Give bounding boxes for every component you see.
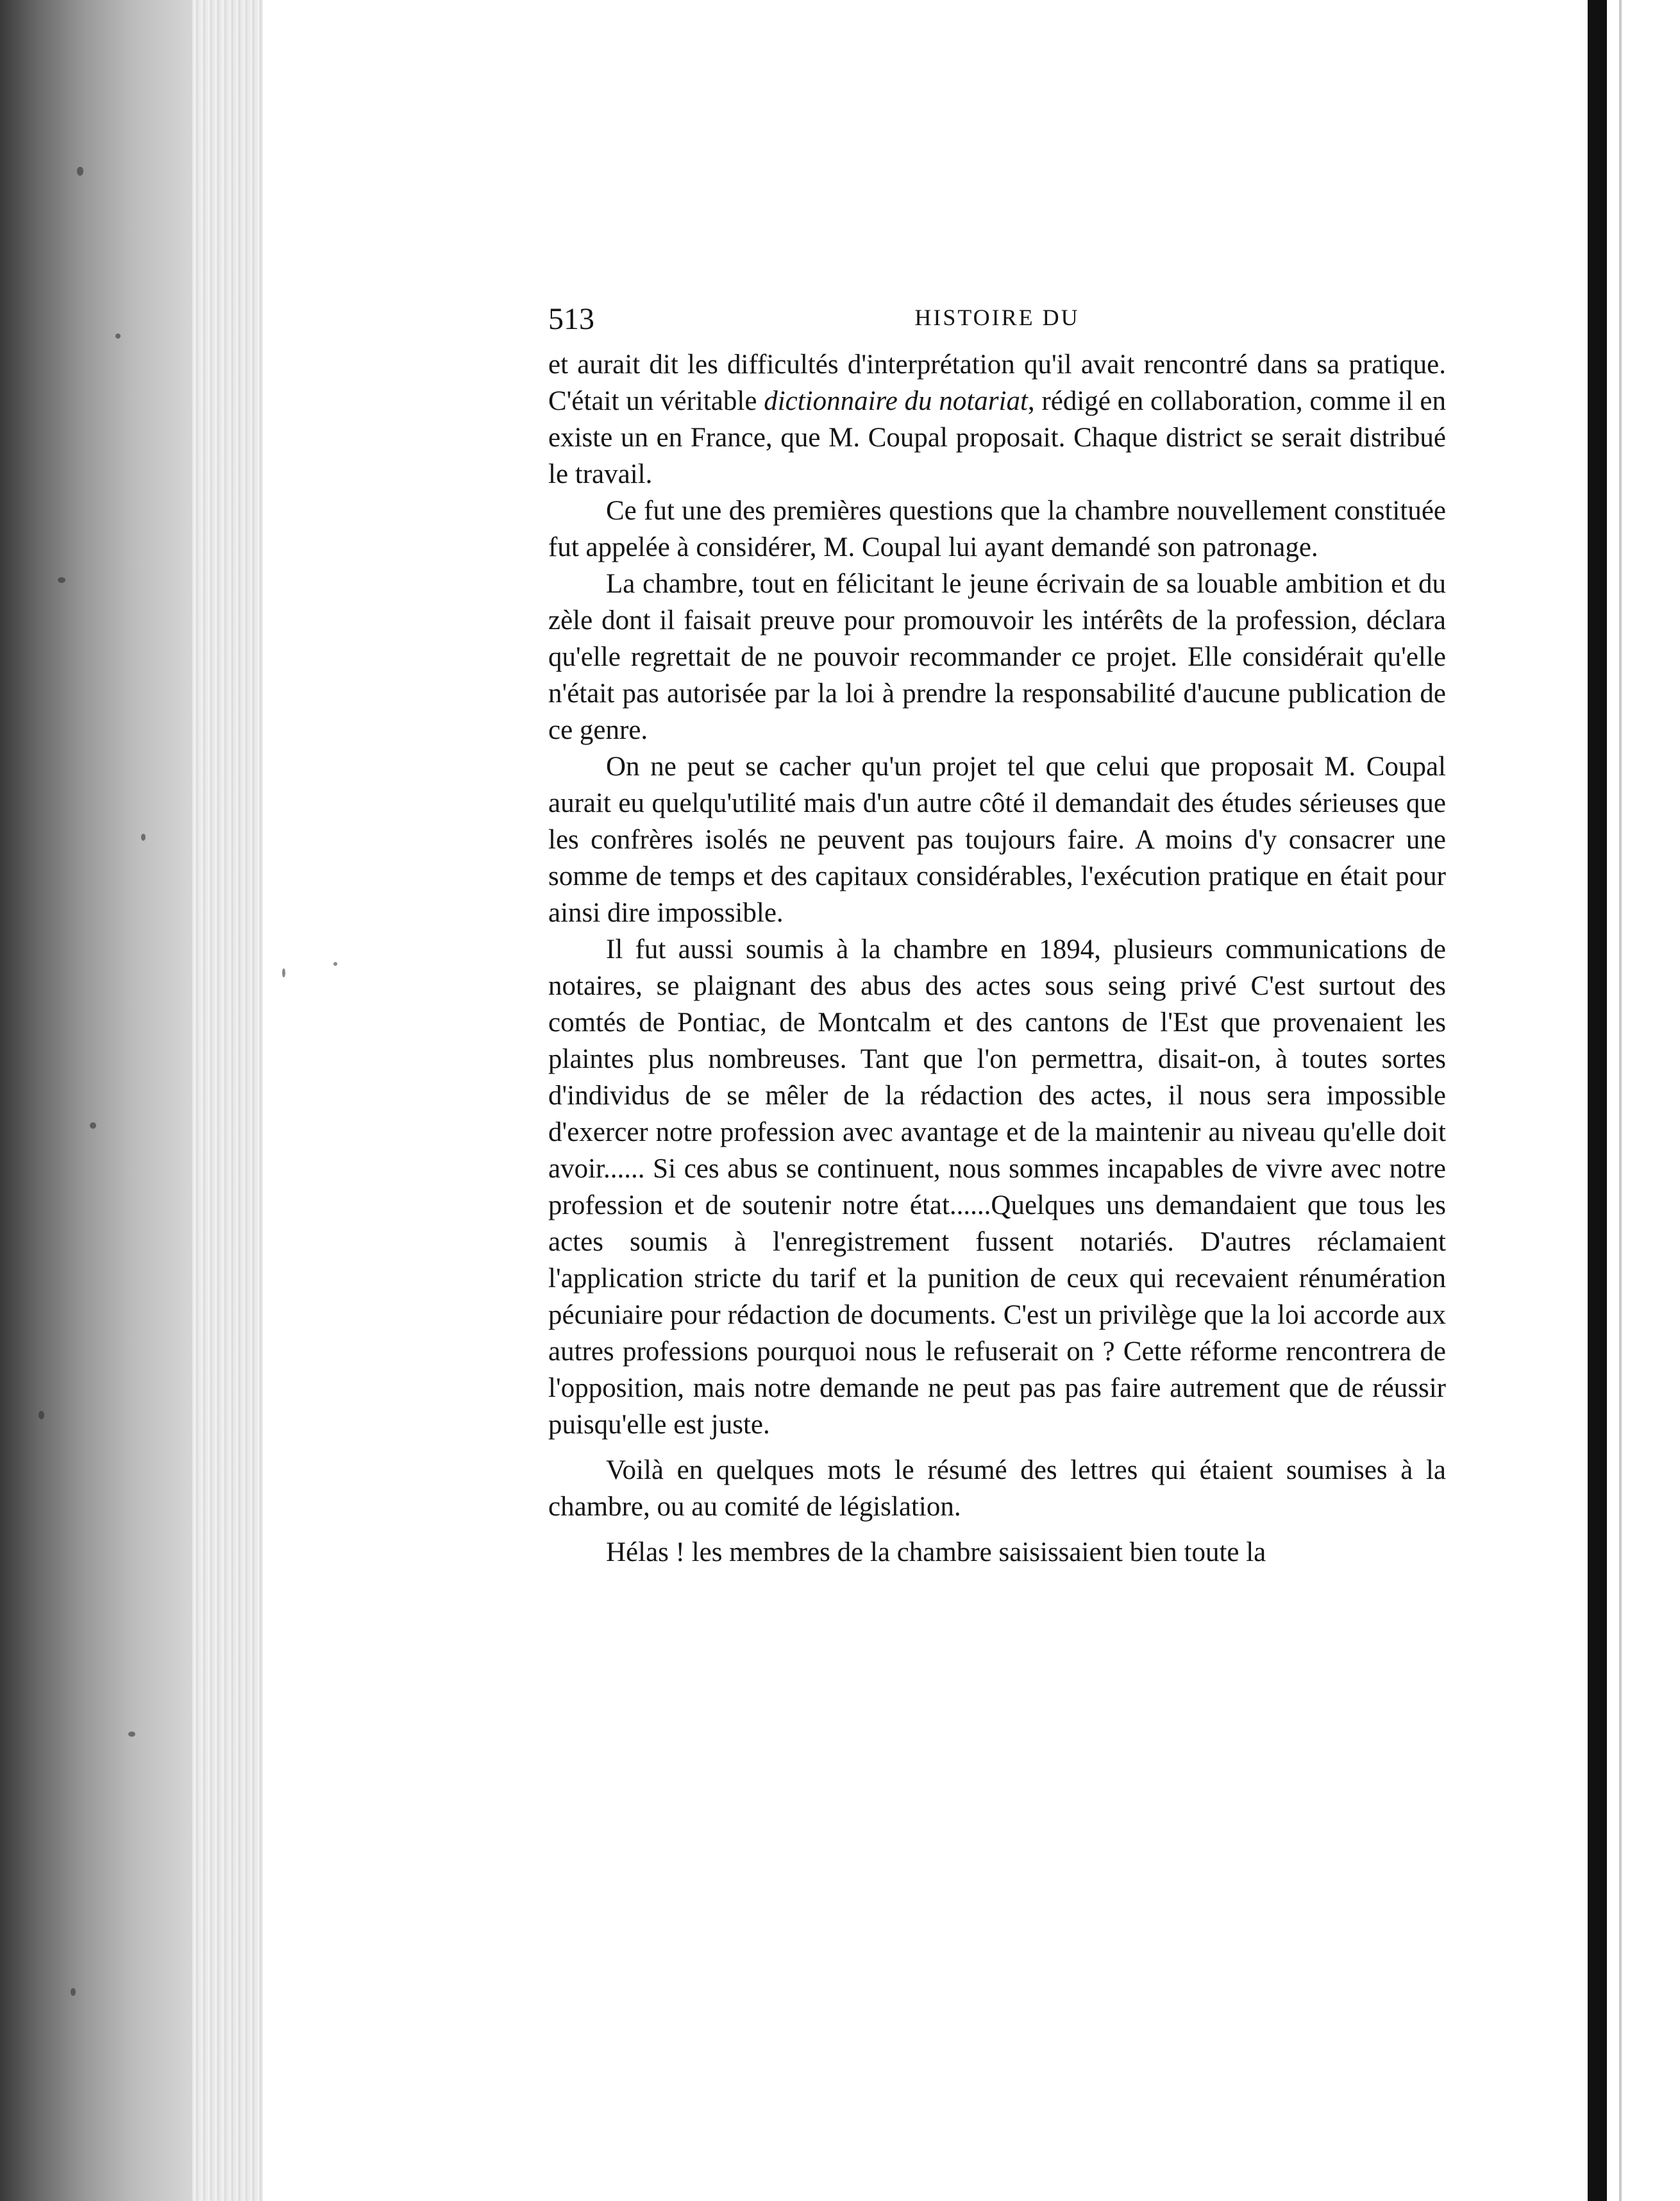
scan-speck [128,1732,135,1737]
paragraph-5: Il fut aussi soumis à la chambre en 1894, plusieurs communications de notaires, se plaignant des abus des actes sous seing privé C'est surtout des comtés de Pontiac, de Montcalm et des cantons de l'Est que provenaient les plaintes plus nombreuses. Tant que l'on permettra, disait-on, à toutes sortes d'individus de se mêler de la rédaction des actes, il nous sera impossible d'exercer notre profession avec avantage et de la maintenir au niveau qu'elle doit avoir...... Si ces abus se continuent, nous sommes incapables de vivre avec notre profession et de soutenir notre état......Quelques uns demandaient que tous les actes soumis à l'enregistrement fussent notariés. D'autres réclamaient l'application stricte du tarif et la punition de ceux qui recevaient rénumération pécuniaire pour rédaction de documents. C'est un privilège que la loi accorde aux autres professions pourquoi nous le refuserait on ? Cette réforme rencontrera de l'opposition, mais notre demande ne peut pas pas faire autrement que de réussir puisqu'elle est juste. [548,934,1446,1440]
scan-speck [77,167,83,176]
scan-speck [333,962,337,966]
page-edges [192,0,263,2201]
book-gutter [0,0,192,2201]
scan-speck [58,577,65,583]
scan-speck [90,1122,96,1129]
running-head [548,301,1446,340]
running-title: HISTOIRE DU [914,305,1080,330]
scan-speck [38,1411,44,1419]
page-number: 513 [548,302,594,336]
paragraph-1-italic: dictionnaire du notariat [764,386,1028,416]
scan-speck [71,1988,76,1996]
scan-speck [282,968,285,977]
scan-speck [141,834,146,841]
paragraph-7: Hélas ! les membres de la chambre saisissaient bien toute la [606,1537,1266,1567]
paragraph-4: On ne peut se cacher qu'un projet tel que celui que proposait M. Coupal aurait eu quelqu'utilité mais d'un autre côté il demandait des études sérieuses que les confrères isolés ne peuvent pas toujours faire. A moins d'y consacrer une somme de temps et des capitaux considérables, l'exécution pratique en était pour ainsi dire impossible. [548,752,1446,928]
paragraph-1-text-b: , rédigé en collaboration, comme il en existe un en France, que M. Coupal proposait. Chaque district se serait distribué le travail. [548,386,1447,489]
paragraph-3: La chambre, tout en félicitant le jeune écrivain de sa louable ambition et du zèle dont il faisait preuve pour promouvoir les intérêts de la profession, déclara qu'elle regrettait de ne pouvoir recommander ce projet. Elle considérait qu'elle n'était pas autorisée par la loi à prendre la responsabilité d'aucune publication de ce genre. [548,569,1446,745]
paragraph-1-text-a: et aurait dit les difficultés d'interprétation qu'il avait rencontré dans sa pratique. C'était un véritable [548,350,1446,416]
scan-speck [115,333,121,339]
paragraph-6: Voilà en quelques mots le résumé des lettres qui étaient soumises à la chambre, ou au comité de législation. [548,1455,1446,1522]
right-page-edge [1619,0,1622,2201]
page-body [548,301,1446,1571]
paragraph-2: Ce fut une des premières questions que la chambre nouvellement constituée fut appelée à considérer, M. Coupal lui ayant demandé son patronage. [548,496,1446,562]
right-scan-border [1588,0,1607,2201]
paragraph-1 [548,346,1446,493]
